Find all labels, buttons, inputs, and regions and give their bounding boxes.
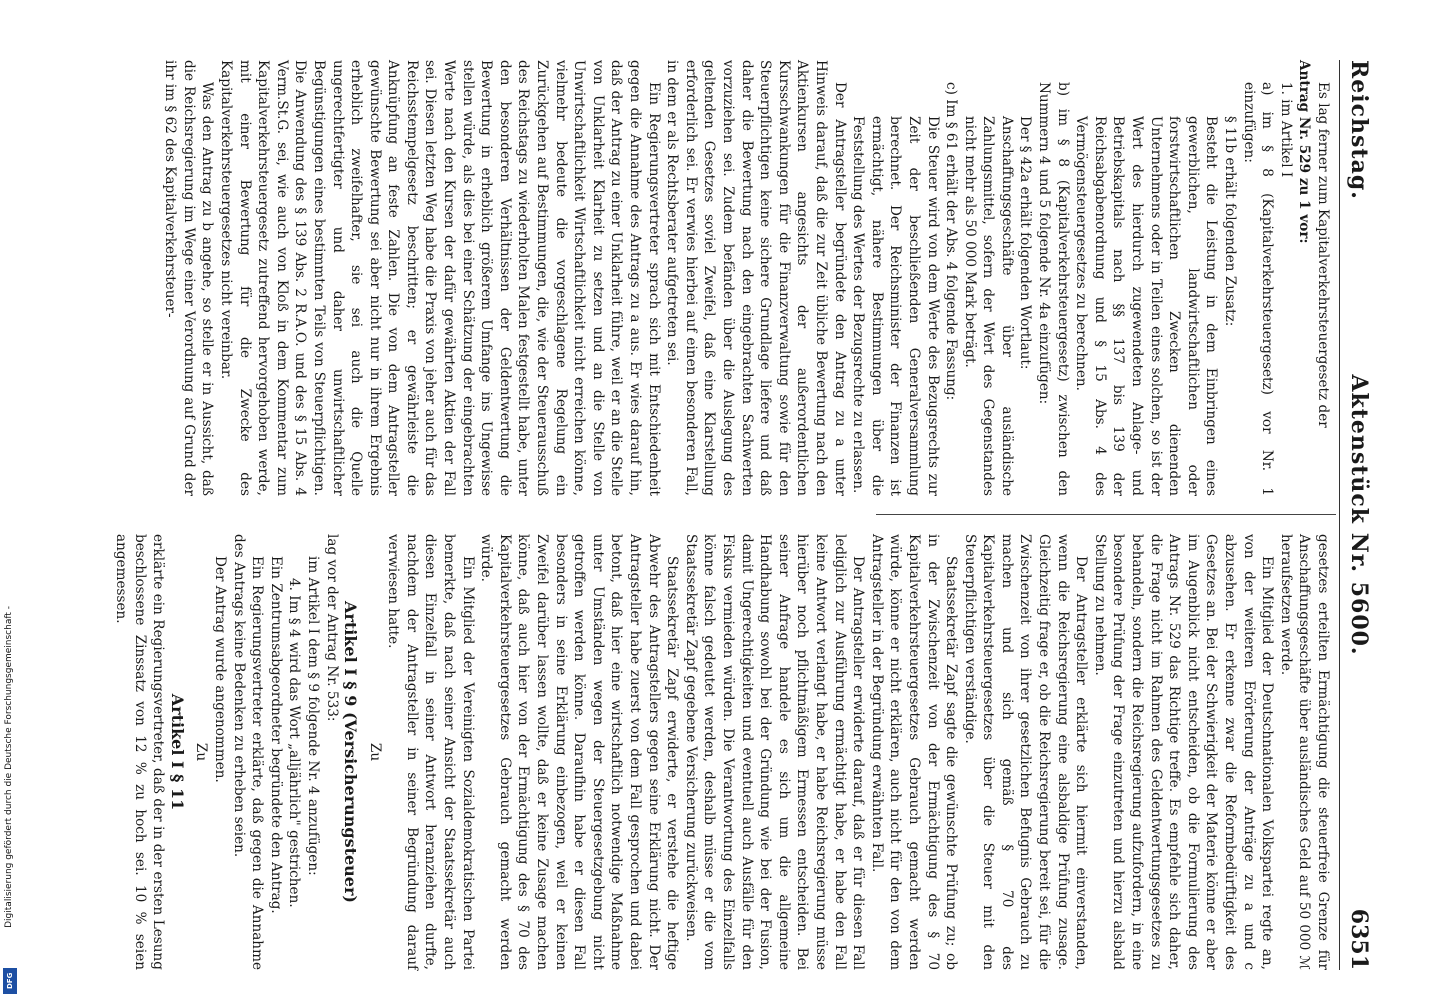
paragraph: lag vor der Antrag Nr. 533: <box>323 534 340 722</box>
paragraph: Staatssekretär Zapf sagte die gewünschte Prüfung zu; ob in der Zwischenzeit von der Ermächtigung des § 70 Kapitalverkehrsteuergesetzes Gebrauch gemacht werden würde, könne er nicht erklären, auch nicht für den von dem Antragsteller in der Begründung erwähnten Fall. <box>868 534 960 970</box>
list-item: b) im § 8 (Kapitalverkehrsteuergesetz) zwischen den Nummern 4 und 5 folgende Nr. 4a einzufügen: <box>1036 82 1071 496</box>
list-item: a) im § 8 (Kapitalverkehrsteuergesetz) vor Nr. 1 einzufügen: <box>1240 82 1276 496</box>
quote-body: Anschaffungsgeschäfte über ausländische Zahlungsmittel, sofern der Wert des Gegenstandes nicht mehr als 50 000 Mark beträgt. <box>961 116 1015 496</box>
paragraph: Was den Antrag zu b angehe, so stelle er in Aussicht, daß die Reichsregierung im Wege einer Verordnung auf Grund der ihr im § 62 des Kapitalverkehrsteuer- <box>162 60 216 496</box>
right-column <box>111 534 1332 970</box>
quote-body: Die Steuer wird von dem Werte des Bezugsrechts zur Zeit der beschließenden Generalversammlung berechnet. Der Reichsminister der Finanzen ist ermächtigt, nähere Bestimmungen über die Feststellung des Wertes der Bezugsrechte zu erlassen. <box>850 116 941 496</box>
page-header <box>1342 60 1372 970</box>
section-heading: Artikel I § 11 <box>167 693 187 811</box>
dfg-logo-icon: DFG <box>3 968 17 994</box>
page-number: 6351 <box>1346 908 1372 970</box>
list-item: im Artikel I dem § 9 folgende Nr. 4 anzufügen: <box>304 556 321 876</box>
section-prefix: Zu <box>193 742 210 762</box>
paragraph: Der Antragsteller begründete den Antrag zu a unter Hinweis darauf, daß die zur Zeit übliche Bewertung nach den Aktienkursen angesichts der außerordentlichen Kursschwankungen für die Finanzverwaltung sowie für den Steuerpflichtigen keine sichere Grundlage liefere und daß daher die Bewertung nach den eingebrachten Sachwerten vorzuziehen sei. Zudem befänden über die Auslegung des geltenden Gesetzes soviel Zweifel, daß eine Klarstellung erforderlich sei. Er verwies hierbei auf einen besonderen Fall, in dem er als Rechtsberater aufgetreten sei. <box>664 60 848 496</box>
paragraph: gesetzes erteilten Ermächtigung die steuerfreie Grenze für Anschaffungsgeschäfte über ausländisches Geld auf 50 000 ℳ heraufsetzen werde. <box>1277 534 1331 970</box>
header-center: Aktenstück Nr. 5600. <box>1346 374 1372 656</box>
list-item: c) Im § 61 erhält der Abs. 4 folgende Fassung: <box>943 82 960 401</box>
column-separator <box>876 514 1336 515</box>
header-left: Reichstag. <box>1346 60 1372 200</box>
paragraph: Ein Regierungsvertreter sprach sich mit Entschiedenheit gegen die Annahme des Antrags zu a aus. Er wies darauf hin, daß der Antrag zu einer Unklarheit führe, weil er an die Stelle von Unklarheit Klarheit zu setzen und an die Stelle von Unwirtschaftlichkeit Wirtschaftlichkeit nicht erreichen könne, vielmehr bedeute die vorgeschlagene Regelung ein Zurückgehen auf Bestimmungen, die, wie der Steuerausschuß des Reichstags zu wiederholten Malen festgestellt habe, unter den besonderen Verhältnissen der Geldentwertung die Bewertung in erheblich größerem Umfange ins Ungewisse stellen würde, als dies bei einer Schätzung der eingebrachten Werte nach den Kursen der dafür gewährten Aktien der Fall sei. Diesen letzten Weg habe die Praxis von jeher auch für das Reichsstempelgesetz beschritten; er gewährleiste die Anknüpfung an feste Zahlen. Die von dem Antragsteller gewünschte Bewertung sei aber nicht nur in ihrem Ergebnis erheblich zweifelhafter, sie sei auch die Quelle ungerechtfertigter und daher unwirtschaftlicher Begünstigungen eines bestimmten Teils von Steuerpflichtigen. Die Anwendung des § 139 Abs. 2 R.A.O. und des § 15 Abs. 4 Verm.St.G. sei, wie auch von Kloß in dem Kommentar zum Kapitalverkehrsteuergesetz zutreffend hervorgehoben werde, mit einer Bewertung für die Zwecke des Kapitalverkehrsteuergesetzes nicht vereinbar. <box>217 60 662 496</box>
paragraph: Der Antragsteller erwiderte darauf, daß er für diesen Fall lediglich zur Ausführung ermächtigt habe, er habe den Fall keine Antwort verlangt habe, er habe Reichsregierung müsse hierüber noch pflichtmäßigem Ermessen entscheiden. Bei seiner Anfrage handele es sich um die allgemeine Handhabung sowohl bei der Gründung wie bei der Fusion, damit Ungerechtigkeiten und eventuell auch Ausfälle für den Fiskus vermieden würden. Die Verantwortung des Einzelfalls könne falsch gedeutet werden, deshalb müsse er die vom Staatssekretär Zapf gegebene Versicherung zurückweisen. <box>682 534 867 970</box>
paragraph: Ein Zentrumsabgeordneter begründete den Antrag. <box>267 556 284 914</box>
quote-body: Besteht die Leistung in dem Einbringen eines gewerblichen, landwirtschaftlichen oder forstwirtschaftlichen Zwecken dienenden Unternehmens oder in Teilen eines solchen, so ist der Wert des hierdurch zugewendeten Anlage- und Betriebskapitals nach §§ 137 bis 139 der Reichsabgabenordnung und § 15 Abs. 4 des Vermögensteuergesetzes zu berechnen. <box>1073 116 1220 496</box>
header-rule <box>1339 60 1340 970</box>
list-item: 4. Im § 4 wird das Wort „alljährlich" gestrichen. <box>286 578 303 908</box>
list-item: 1. im Artikel I <box>1277 82 1294 178</box>
paragraph: Ein Mitglied der Vereinigten Sozialdemokratischen Partei bemerkte, daß nach seiner Ansicht der Staatssekretär auch diesen Einzelfall in seiner Antwort heranziehen durfte, nachdem der Antragsteller in seiner Begründung darauf verwiesen hatte. <box>385 534 476 970</box>
funding-notice: Digitalisierung gefördert durch die Deutsche Forschungsgemeinschaft - <box>4 606 14 928</box>
paragraph: erklärte ein Regierungsvertreter, daß der in der ersten Lesung beschlossene Zinssatz von 12 % zu hoch sei. 10 % seien angemessen. <box>113 534 167 970</box>
paragraph: Ein Regierungsvertreter erklärte, daß gegen die Annahme des Antrags keine Bedenken zu erheben seien. <box>230 534 266 970</box>
quote-heading: Der § 42a erhält folgenden Wortlaut: <box>1017 116 1034 370</box>
document-page <box>100 60 1372 970</box>
paragraph: Antrag Nr. 529 zu 1 vor: <box>1296 60 1313 244</box>
paragraph: Staatssekretär Zapf erwiderte, er verstehe die heftige Abwehr des Antragstellers gegen seine Erklärung nicht. Der Antragsteller habe zuerst von dem Fall gesprochen und dabei betont, daß hier eine wirtschaftlich notwendige Maßnahme unter Umständen wegen der Steuergesetzgebung nicht getroffen werden könne. Daraufhin habe er diesen Fall besonders in seine Erklärung einbezogen, weil er keinen Zweifel darüber lassen wollte, daß er keine Zusage machen könne, daß auch hier von der Ermächtigung des § 70 des Kapitalverkehrsteuergesetzes Gebrauch gemacht werden würde. <box>478 534 681 970</box>
left-column <box>161 60 1332 496</box>
paragraph: Der Antragsteller erklärte sich hiermit einverstanden, wenn die Reichsregierung eine alsbaldige Prüfung zusage. Gleichzeitig frage er, ob die Reichsregierung bereit sei, für die Zwischenzeit von ihrer gesetzlichen Befugnis Gebrauch zu machen und sich gemäß § 70 des Kapitalverkehrsteuergesetzes über die Steuer mit den Steuerpflichtigen verständige. <box>961 534 1090 970</box>
paragraph: Ein Mitglied der Deutschnationalen Volkspartei regte an, von der weiteren Erörterung der Anträge zu a und c abzusehen. Er erkenne zwar die Reformbedürftigkeit des Gesetzes an. Bei der Schwierigkeit der Materie könne er aber im Augenblick nicht entscheiden, ob die Formulierung des Antrags Nr. 529 das Richtige treffe. Es empfehle sich daher, die Frage nicht im Rahmen des Geldentwertungsgesetzes zu behandeln, sondern die Reichsregierung aufzufordern, in eine besondere Prüfung der Frage einzutreten und hierzu alsbald Stellung zu nehmen. <box>1091 534 1276 970</box>
section-heading: Artikel I § 9 (Versicherungsteuer) <box>341 601 361 903</box>
paragraph: Der Antrag wurde angenommen. <box>211 556 228 783</box>
quote-heading: § 11b erhält folgenden Zusatz: <box>1222 116 1239 327</box>
sidebar-strip <box>0 0 22 1000</box>
section-prefix: Zu <box>366 742 383 762</box>
paragraph: Es lag ferner zum Kapitalverkehrsteuergesetz der <box>1315 82 1331 428</box>
